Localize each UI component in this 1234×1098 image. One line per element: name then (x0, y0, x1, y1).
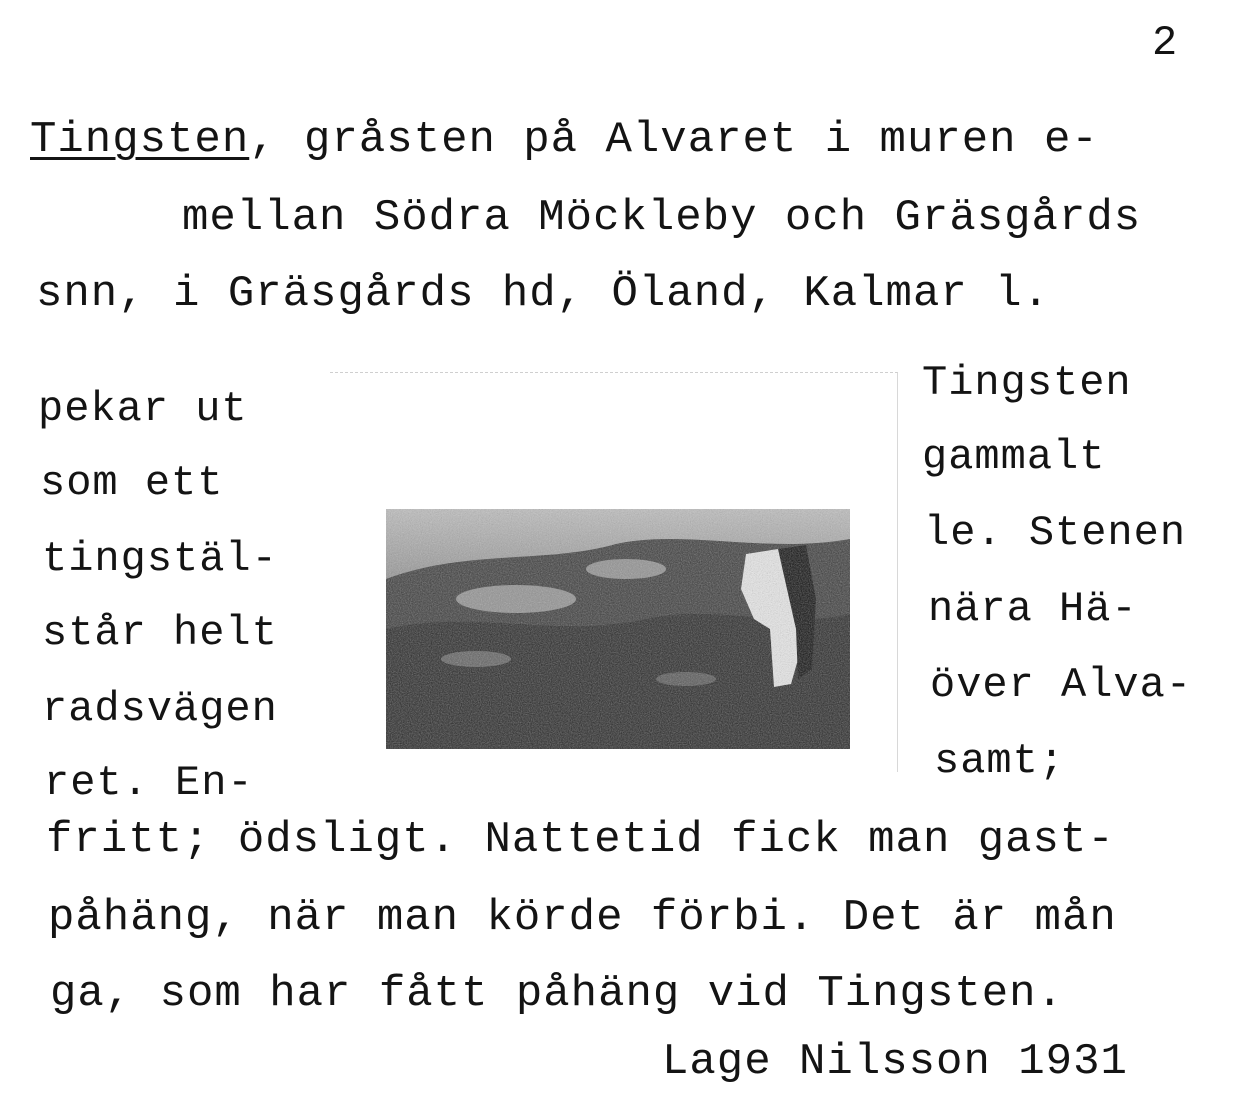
landscape-photo (386, 509, 850, 749)
right-column-line: Tingsten (922, 359, 1132, 407)
body-line: ga, som har fått påhäng vid Tingsten. (50, 969, 1064, 1019)
right-column-line: över Alva- (930, 661, 1193, 709)
body-line: påhäng, när man körde förbi. Det är mån (48, 893, 1117, 943)
right-column-line: nära Hä- (928, 585, 1138, 633)
right-column-line: samt; (934, 737, 1066, 785)
header-line-3: snn, i Gräsgårds hd, Öland, Kalmar l. (36, 269, 1050, 319)
header-line-2: mellan Södra Möckleby och Gräsgårds (182, 193, 1142, 243)
left-column-line: tingstäl- (42, 535, 278, 583)
header-line-1 (30, 115, 1099, 165)
photo-card (330, 372, 898, 772)
right-column-line: le. Stenen (924, 509, 1187, 557)
left-column-line: pekar ut (38, 385, 248, 433)
body-line: fritt; ödsligt. Nattetid fick man gast- (46, 815, 1115, 865)
left-column-line: ret. En- (44, 759, 254, 807)
signature: Lage Nilsson 1931 (662, 1037, 1128, 1087)
left-column-line: radsvägen (42, 685, 278, 733)
left-column-line: som ett (40, 459, 224, 507)
left-column-line: står helt (42, 609, 278, 657)
header-line-1-rest: , gråsten på Alvaret i muren e- (249, 115, 1099, 165)
headword: Tingsten (30, 115, 250, 165)
right-column-line: gammalt (922, 433, 1106, 481)
page-number: 2 (1152, 19, 1178, 67)
